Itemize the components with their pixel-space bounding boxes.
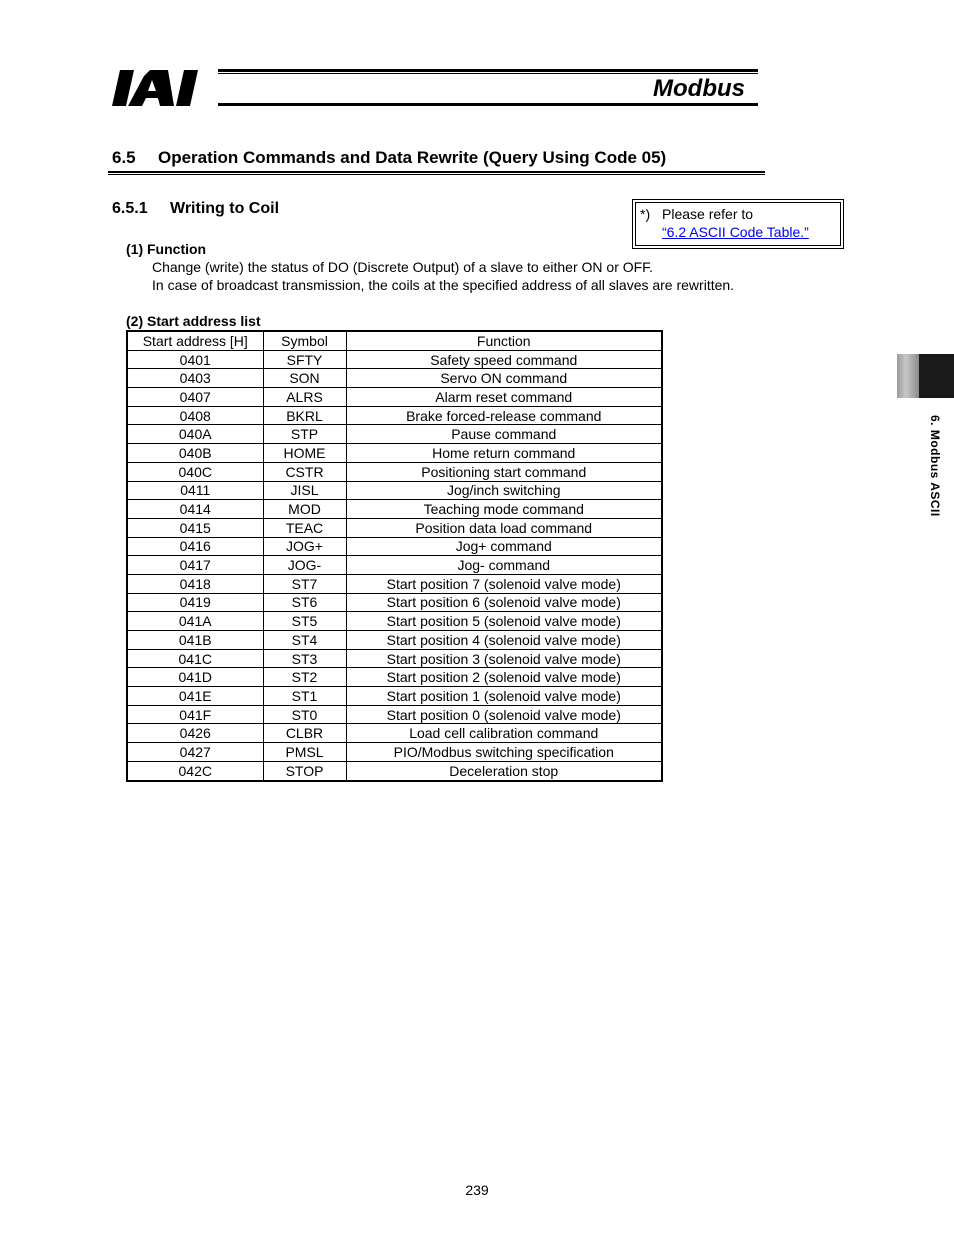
symbol-cell: CSTR — [263, 462, 346, 481]
function-cell: Jog+ command — [346, 537, 662, 556]
table-header-row — [127, 331, 662, 350]
symbol-cell: CLBR — [263, 724, 346, 743]
section-heading — [112, 147, 666, 169]
start-address-cell: 0411 — [127, 481, 263, 500]
symbol-cell: PMSL — [263, 743, 346, 762]
table-row — [127, 518, 662, 537]
function-cell: Jog/inch switching — [346, 481, 662, 500]
function-cell: Teaching mode command — [346, 500, 662, 519]
reference-box — [632, 199, 844, 249]
symbol-cell: STP — [263, 425, 346, 444]
start-address-cell: 0426 — [127, 724, 263, 743]
symbol-cell: TEAC — [263, 518, 346, 537]
header-title: Modbus — [653, 75, 745, 102]
table-row — [127, 369, 662, 388]
table-row — [127, 705, 662, 724]
function-cell: Brake forced-release command — [346, 406, 662, 425]
start-address-cell: 041B — [127, 631, 263, 650]
start-address-cell: 0414 — [127, 500, 263, 519]
start-address-cell: 0427 — [127, 743, 263, 762]
start-address-cell: 0401 — [127, 350, 263, 369]
table-row — [127, 388, 662, 407]
symbol-cell: ST4 — [263, 631, 346, 650]
start-address-cell: 041A — [127, 612, 263, 631]
header-rule — [218, 103, 758, 106]
chapter-tab-marker — [919, 354, 954, 398]
function-cell: Deceleration stop — [346, 761, 662, 780]
symbol-cell: ST1 — [263, 687, 346, 706]
symbol-cell: JOG- — [263, 556, 346, 575]
start-address-cell: 040B — [127, 444, 263, 463]
symbol-cell: ST5 — [263, 612, 346, 631]
table-row — [127, 556, 662, 575]
page-number: 239 — [465, 1182, 489, 1198]
start-address-cell: 041E — [127, 687, 263, 706]
table-row — [127, 462, 662, 481]
table-row — [127, 537, 662, 556]
start-address-cell: 0417 — [127, 556, 263, 575]
symbol-cell: STOP — [263, 761, 346, 780]
table-row — [127, 444, 662, 463]
function-cell: Start position 1 (solenoid valve mode) — [346, 687, 662, 706]
start-address-cell: 0416 — [127, 537, 263, 556]
start-address-cell: 0403 — [127, 369, 263, 388]
start-address-cell: 0415 — [127, 518, 263, 537]
symbol-cell: BKRL — [263, 406, 346, 425]
symbol-cell: ST6 — [263, 593, 346, 612]
column-header: Function — [346, 331, 662, 350]
symbol-cell: JOG+ — [263, 537, 346, 556]
subsection-number: 6.5.1 — [112, 200, 148, 217]
function-cell: Home return command — [346, 444, 662, 463]
table-body — [127, 350, 662, 780]
function-cell: Servo ON command — [346, 369, 662, 388]
table-row — [127, 481, 662, 500]
symbol-cell: HOME — [263, 444, 346, 463]
column-header: Start address [H] — [127, 331, 263, 350]
table-row — [127, 743, 662, 762]
symbol-cell: SFTY — [263, 350, 346, 369]
symbol-cell: ST0 — [263, 705, 346, 724]
function-cell: Start position 2 (solenoid valve mode) — [346, 668, 662, 687]
function-cell: Start position 5 (solenoid valve mode) — [346, 612, 662, 631]
function-cell: Start position 3 (solenoid valve mode) — [346, 649, 662, 668]
section-rule — [108, 174, 765, 175]
function-description: In case of broadcast transmission, the coils at the specified address of all slaves are rewritten. — [152, 277, 735, 293]
table-row — [127, 425, 662, 444]
symbol-cell: ST2 — [263, 668, 346, 687]
symbol-cell: ALRS — [263, 388, 346, 407]
table-row — [127, 668, 662, 687]
function-cell: PIO/Modbus switching specification — [346, 743, 662, 762]
reference-marker: *) — [640, 206, 651, 222]
start-address-cell: 0407 — [127, 388, 263, 407]
table-row — [127, 406, 662, 425]
start-address-cell: 0408 — [127, 406, 263, 425]
symbol-cell: SON — [263, 369, 346, 388]
table-row — [127, 649, 662, 668]
start-address-cell: 041F — [127, 705, 263, 724]
symbol-cell: ST3 — [263, 649, 346, 668]
function-cell: Alarm reset command — [346, 388, 662, 407]
function-cell: Safety speed command — [346, 350, 662, 369]
table-row — [127, 724, 662, 743]
function-cell: Jog- command — [346, 556, 662, 575]
start-address-cell: 0418 — [127, 574, 263, 593]
function-cell: Load cell calibration command — [346, 724, 662, 743]
iai-logo — [112, 70, 212, 106]
table-row — [127, 631, 662, 650]
start-address-cell: 040C — [127, 462, 263, 481]
start-address-cell: 0419 — [127, 593, 263, 612]
function-cell: Position data load command — [346, 518, 662, 537]
function-cell: Start position 6 (solenoid valve mode) — [346, 593, 662, 612]
function-cell: Pause command — [346, 425, 662, 444]
start-address-cell: 042C — [127, 761, 263, 780]
table-row — [127, 593, 662, 612]
start-address-table — [126, 330, 663, 782]
reference-text: Please refer to — [662, 206, 754, 222]
chapter-tab-label: 6. Modbus ASCII — [928, 415, 942, 517]
header-rule — [218, 73, 758, 74]
start-address-cell: 040A — [127, 425, 263, 444]
function-cell: Start position 0 (solenoid valve mode) — [346, 705, 662, 724]
section-title: Operation Commands and Data Rewrite (Query Using Code 05) — [158, 148, 667, 167]
column-header: Symbol — [263, 331, 346, 350]
section-number: 6.5 — [112, 148, 136, 167]
start-address-list-heading: (2) Start address list — [126, 313, 261, 329]
start-address-cell: 041C — [127, 649, 263, 668]
table-row — [127, 687, 662, 706]
function-cell: Positioning start command — [346, 462, 662, 481]
symbol-cell: JISL — [263, 481, 346, 500]
table-row — [127, 500, 662, 519]
ascii-code-table-link[interactable]: “6.2 ASCII Code Table.” — [662, 224, 809, 240]
subsection-title: Writing to Coil — [170, 200, 280, 217]
subsection-heading — [112, 199, 279, 219]
header-rule — [218, 69, 758, 72]
function-cell: Start position 7 (solenoid valve mode) — [346, 574, 662, 593]
table-row — [127, 612, 662, 631]
table-row — [127, 761, 662, 780]
function-heading: (1) Function — [126, 241, 207, 257]
section-rule — [108, 171, 765, 173]
chapter-tab-marker — [897, 354, 919, 398]
function-cell: Start position 4 (solenoid valve mode) — [346, 631, 662, 650]
start-address-cell: 041D — [127, 668, 263, 687]
symbol-cell: MOD — [263, 500, 346, 519]
symbol-cell: ST7 — [263, 574, 346, 593]
table-row — [127, 574, 662, 593]
table-row — [127, 350, 662, 369]
function-description: Change (write) the status of DO (Discrete Output) of a slave to either ON or OFF. — [152, 259, 654, 275]
